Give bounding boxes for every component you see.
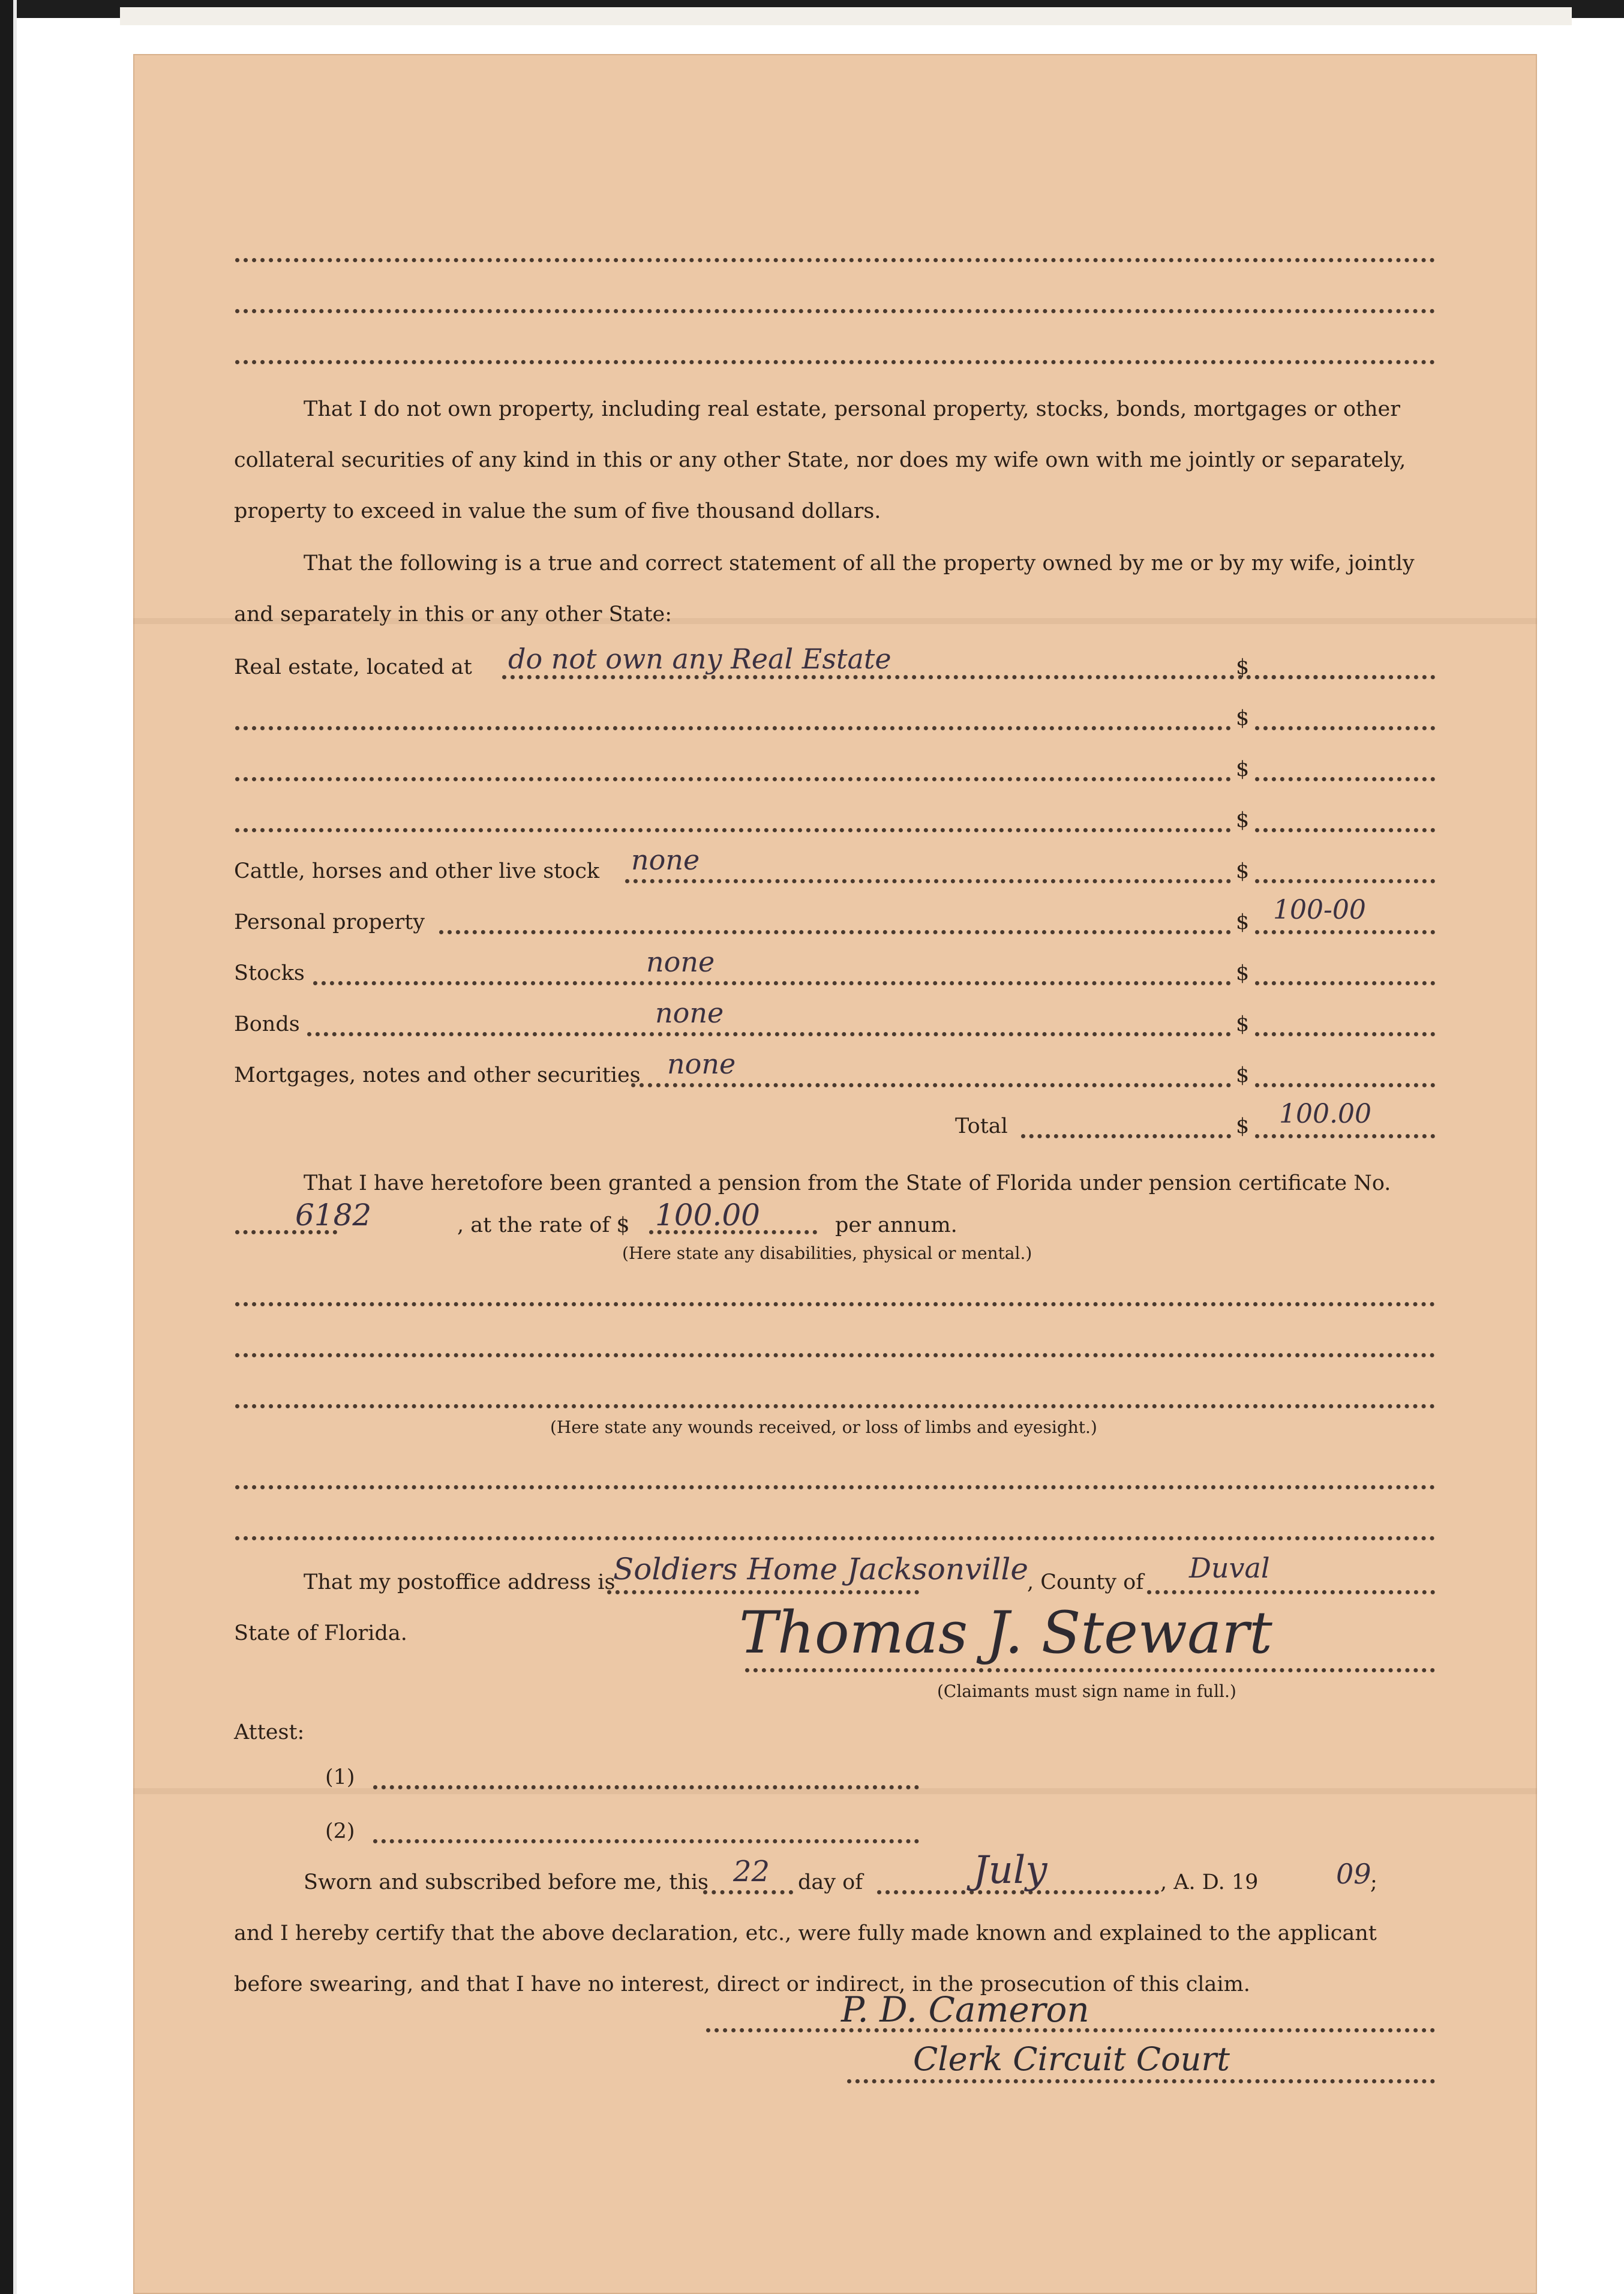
sworn-year: 09 bbox=[1336, 1858, 1371, 1890]
dotted-line bbox=[307, 1032, 1231, 1036]
official-signature: P. D. Cameron bbox=[841, 1989, 1089, 2030]
dotted-line bbox=[1147, 1590, 1435, 1594]
dotted-line bbox=[235, 828, 1231, 832]
attest-label: Attest: bbox=[234, 1720, 305, 1744]
state-line: State of Florida. bbox=[234, 1621, 407, 1645]
dotted-line bbox=[703, 1890, 793, 1894]
scan-top-highlight bbox=[120, 7, 1572, 25]
attest-1: (1) bbox=[325, 1765, 355, 1789]
address-value: Soldiers Home Jacksonville bbox=[613, 1552, 1028, 1587]
amount-line bbox=[1255, 1083, 1435, 1087]
dollar-sign: $ bbox=[1236, 859, 1250, 883]
amount-line bbox=[1255, 828, 1435, 832]
county-label: , County of bbox=[1027, 1570, 1144, 1594]
dotted-line bbox=[502, 675, 1360, 679]
para2-line2: and separately in this or any other State: bbox=[234, 602, 673, 626]
dotted-line bbox=[631, 1083, 1231, 1087]
dotted-line bbox=[1021, 1134, 1231, 1138]
rate-value: 100.00 bbox=[655, 1198, 760, 1233]
dollar-sign: $ bbox=[1236, 808, 1250, 832]
dotted-line bbox=[373, 1839, 919, 1843]
livestock-label: Cattle, horses and other live stock bbox=[234, 859, 600, 883]
dollar-sign: $ bbox=[1236, 961, 1250, 985]
dotted-line bbox=[235, 1536, 1435, 1540]
scan-left-margin bbox=[13, 0, 17, 2294]
dollar-sign: $ bbox=[1236, 655, 1250, 679]
dotted-line bbox=[235, 309, 1435, 313]
dotted-line bbox=[235, 360, 1435, 364]
county-value: Duval bbox=[1189, 1552, 1270, 1584]
para2-line1: That the following is a true and correct statement of all the property owned by me or by my wife, jointly bbox=[304, 551, 1415, 575]
sworn-line3: before swearing, and that I have no interest, direct or indirect, in the prosecution of this claim. bbox=[234, 1972, 1250, 1996]
scan-left-border bbox=[0, 0, 13, 2294]
sworn-end: ; bbox=[1370, 1870, 1377, 1894]
amount-line bbox=[1255, 1134, 1435, 1138]
pension-claim-page bbox=[133, 54, 1537, 2294]
wounds-note: (Here state any wounds received, or loss of limbs and eyesight.) bbox=[550, 1417, 1097, 1437]
address-label: That my postoffice address is bbox=[304, 1570, 616, 1594]
signature-line bbox=[745, 1668, 1435, 1672]
dotted-line bbox=[373, 1785, 919, 1789]
disabilities-note: (Here state any disabilities, physical or mental.) bbox=[622, 1243, 1032, 1263]
dollar-sign: $ bbox=[1236, 1114, 1250, 1138]
sworn-day: 22 bbox=[733, 1855, 770, 1888]
para1-line1: That I do not own property, including real estate, personal property, stocks, bonds, mortgages or other bbox=[304, 397, 1400, 421]
stocks-label: Stocks bbox=[234, 961, 305, 985]
dotted-line bbox=[235, 1353, 1435, 1357]
amount-line bbox=[1255, 981, 1435, 985]
dotted-line bbox=[439, 930, 1231, 934]
dollar-sign: $ bbox=[1236, 910, 1250, 934]
dollar-sign: $ bbox=[1236, 1063, 1250, 1087]
amount-line bbox=[1255, 930, 1435, 934]
dotted-line bbox=[235, 1485, 1435, 1489]
total-label: Total bbox=[955, 1114, 1008, 1138]
sworn-text: Sworn and subscribed before me, this bbox=[304, 1870, 709, 1894]
amount-line bbox=[1255, 1032, 1435, 1036]
bonds-value: none bbox=[655, 997, 724, 1029]
dotted-line bbox=[235, 1404, 1435, 1408]
per-annum: per annum. bbox=[835, 1213, 957, 1237]
personal-property-label: Personal property bbox=[234, 910, 425, 934]
dotted-line bbox=[235, 1302, 1435, 1306]
para1-line3: property to exceed in value the sum of five thousand dollars. bbox=[234, 499, 881, 523]
total-amount: 100.00 bbox=[1279, 1099, 1371, 1129]
real-estate-value: do not own any Real Estate bbox=[508, 643, 891, 675]
claimant-signature: Thomas J. Stewart bbox=[739, 1599, 1272, 1666]
dotted-line bbox=[235, 777, 1231, 781]
amount-line bbox=[1255, 777, 1435, 781]
sworn-month: July bbox=[973, 1848, 1047, 1893]
ad-label: , A. D. 19 bbox=[1160, 1870, 1259, 1894]
mortgages-label: Mortgages, notes and other securities bbox=[234, 1063, 641, 1087]
dollar-sign: $ bbox=[1236, 757, 1250, 781]
personal-property-amount: 100-00 bbox=[1273, 895, 1366, 925]
dotted-line bbox=[607, 1590, 919, 1594]
dotted-line bbox=[625, 879, 1231, 883]
mortgages-value: none bbox=[667, 1048, 736, 1080]
pension-line1: That I have heretofore been granted a pension from the State of Florida under pension certificate No. bbox=[304, 1171, 1391, 1195]
dollar-sign: $ bbox=[1236, 706, 1250, 730]
rate-label: , at the rate of $ bbox=[457, 1213, 630, 1237]
dotted-line bbox=[235, 258, 1435, 262]
attest-2: (2) bbox=[325, 1819, 355, 1843]
stocks-value: none bbox=[646, 946, 715, 978]
amount-line bbox=[1255, 879, 1435, 883]
claimant-note: (Claimants must sign name in full.) bbox=[937, 1681, 1236, 1701]
bonds-label: Bonds bbox=[234, 1012, 300, 1036]
day-of: day of bbox=[798, 1870, 863, 1894]
amount-line bbox=[1255, 726, 1435, 730]
certificate-number: 6182 bbox=[295, 1198, 372, 1233]
official-title: Clerk Circuit Court bbox=[913, 2040, 1230, 2078]
signature-line bbox=[847, 2079, 1435, 2083]
amount-line bbox=[1255, 675, 1435, 679]
para1-line2: collateral securities of any kind in this or any other State, nor does my wife own with me jointly or separately, bbox=[234, 448, 1406, 472]
dollar-sign: $ bbox=[1236, 1012, 1250, 1036]
real-estate-label: Real estate, located at bbox=[234, 655, 472, 679]
dotted-line bbox=[235, 726, 1231, 730]
sworn-line2: and I hereby certify that the above declaration, etc., were fully made known and explained to the applicant bbox=[234, 1921, 1377, 1945]
livestock-value: none bbox=[631, 844, 700, 876]
dotted-line bbox=[313, 981, 1231, 985]
